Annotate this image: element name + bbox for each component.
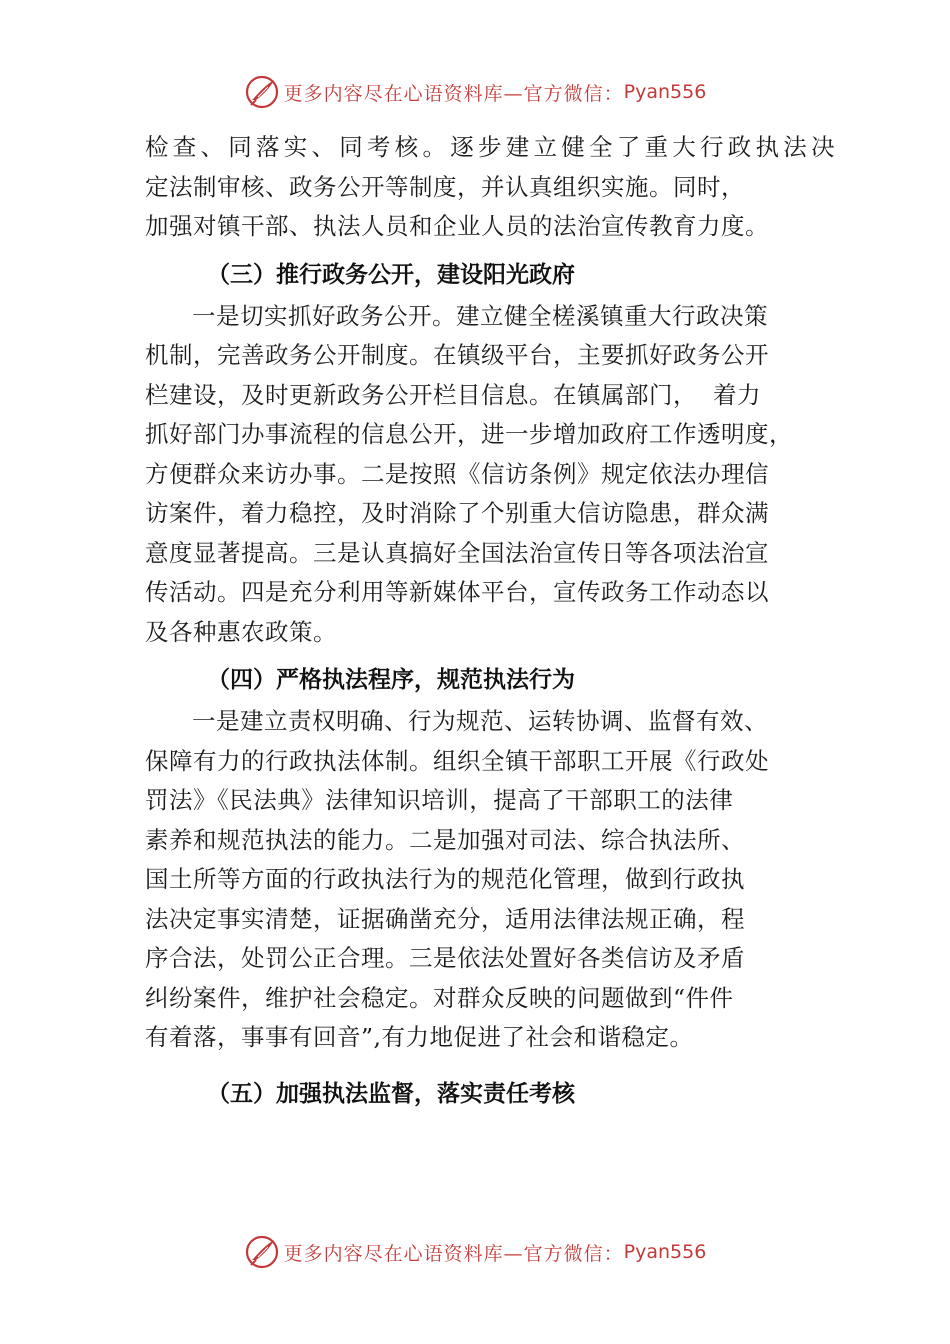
text-line: 有着落，事事有回音”,有力地促进了社会和谐稳定。 bbox=[145, 1023, 694, 1051]
section-heading-5: （五）加强执法监督，落实责任考核 bbox=[207, 1080, 575, 1107]
paragraph-continuation bbox=[145, 128, 835, 247]
text-line: 定法制审核、政务公开等制度，并认真组织实施。同时， bbox=[145, 172, 745, 201]
banner-wechat-id: Pyan556 bbox=[623, 81, 707, 103]
section-3-body bbox=[145, 297, 835, 653]
footer-banner bbox=[0, 1232, 950, 1272]
text-line: 一是建立责权明确、行为规范、运转协调、监督有效、 bbox=[192, 707, 768, 735]
text-line: 方便群众来访办事。二是按照《信访条例》规定依法办理信 bbox=[145, 459, 769, 488]
header-banner bbox=[0, 72, 950, 112]
banner-wechat-id: Pyan556 bbox=[623, 1241, 707, 1263]
text-line: 意度显著提高。三是认真搞好全国法治宣传日等各项法治宣 bbox=[145, 538, 769, 567]
section-heading-4: （四）严格执法程序，规范执法行为 bbox=[207, 667, 575, 693]
text-line: 罚法》《民法典》法律知识培训，提高了干部职工的法律 bbox=[145, 786, 734, 814]
text-line: 机制，完善政务公开制度。在镇级平台，主要抓好政务公开 bbox=[145, 341, 769, 369]
text-line: 保障有力的行政执法体制。组织全镇干部职工开展《行政处 bbox=[145, 746, 769, 775]
text-line: 纠纷案件，维护社会稳定。对群众反映的问题做到“件件 bbox=[145, 983, 734, 1012]
quill-logo-icon bbox=[244, 74, 280, 110]
banner-text: 更多内容尽在心语资料库—官方微信： bbox=[283, 82, 624, 105]
banner-text: 更多内容尽在心语资料库—官方微信： bbox=[283, 1242, 624, 1265]
quill-logo-icon bbox=[244, 1234, 280, 1270]
text-line: 加强对镇干部、执法人员和企业人员的法治宣传教育力度。 bbox=[145, 212, 769, 240]
text-line: 及各种惠农政策。 bbox=[145, 617, 337, 646]
section-heading-3: （三）推行政务公开，建设阳光政府 bbox=[207, 261, 575, 288]
text-line: 一是切实抓好政务公开。建立健全槎溪镇重大行政决策 bbox=[192, 301, 768, 330]
text-line: 法决定事实清楚，证据确凿充分，适用法律法规正确，程 bbox=[145, 904, 745, 933]
text-line: 抓好部门办事流程的信息公开，进一步增加政府工作透明度， bbox=[145, 420, 793, 448]
document-body bbox=[145, 128, 835, 1116]
text-line: 国土所等方面的行政执法行为的规范化管理，做到行政执 bbox=[145, 865, 745, 893]
text-line: 检查、同落实、同考核。逐步建立健全了重大行政执法决 bbox=[145, 133, 835, 161]
spacer bbox=[145, 1058, 835, 1066]
text-line: 序合法，处罚公正合理。三是依法处置好各类信访及矛盾 bbox=[145, 944, 745, 972]
section-4-body bbox=[145, 702, 835, 1058]
text-line: 访案件，着力稳控，及时消除了个别重大信访隐患，群众满 bbox=[145, 499, 769, 527]
text-line: 栏建设，及时更新政务公开栏目信息。在镇属部门， 着力 bbox=[145, 380, 761, 409]
text-line: 素养和规范执法的能力。二是加强对司法、综合执法所、 bbox=[145, 825, 745, 854]
text-line: 传活动。四是充分利用等新媒体平台，宣传政务工作动态以 bbox=[145, 578, 769, 606]
